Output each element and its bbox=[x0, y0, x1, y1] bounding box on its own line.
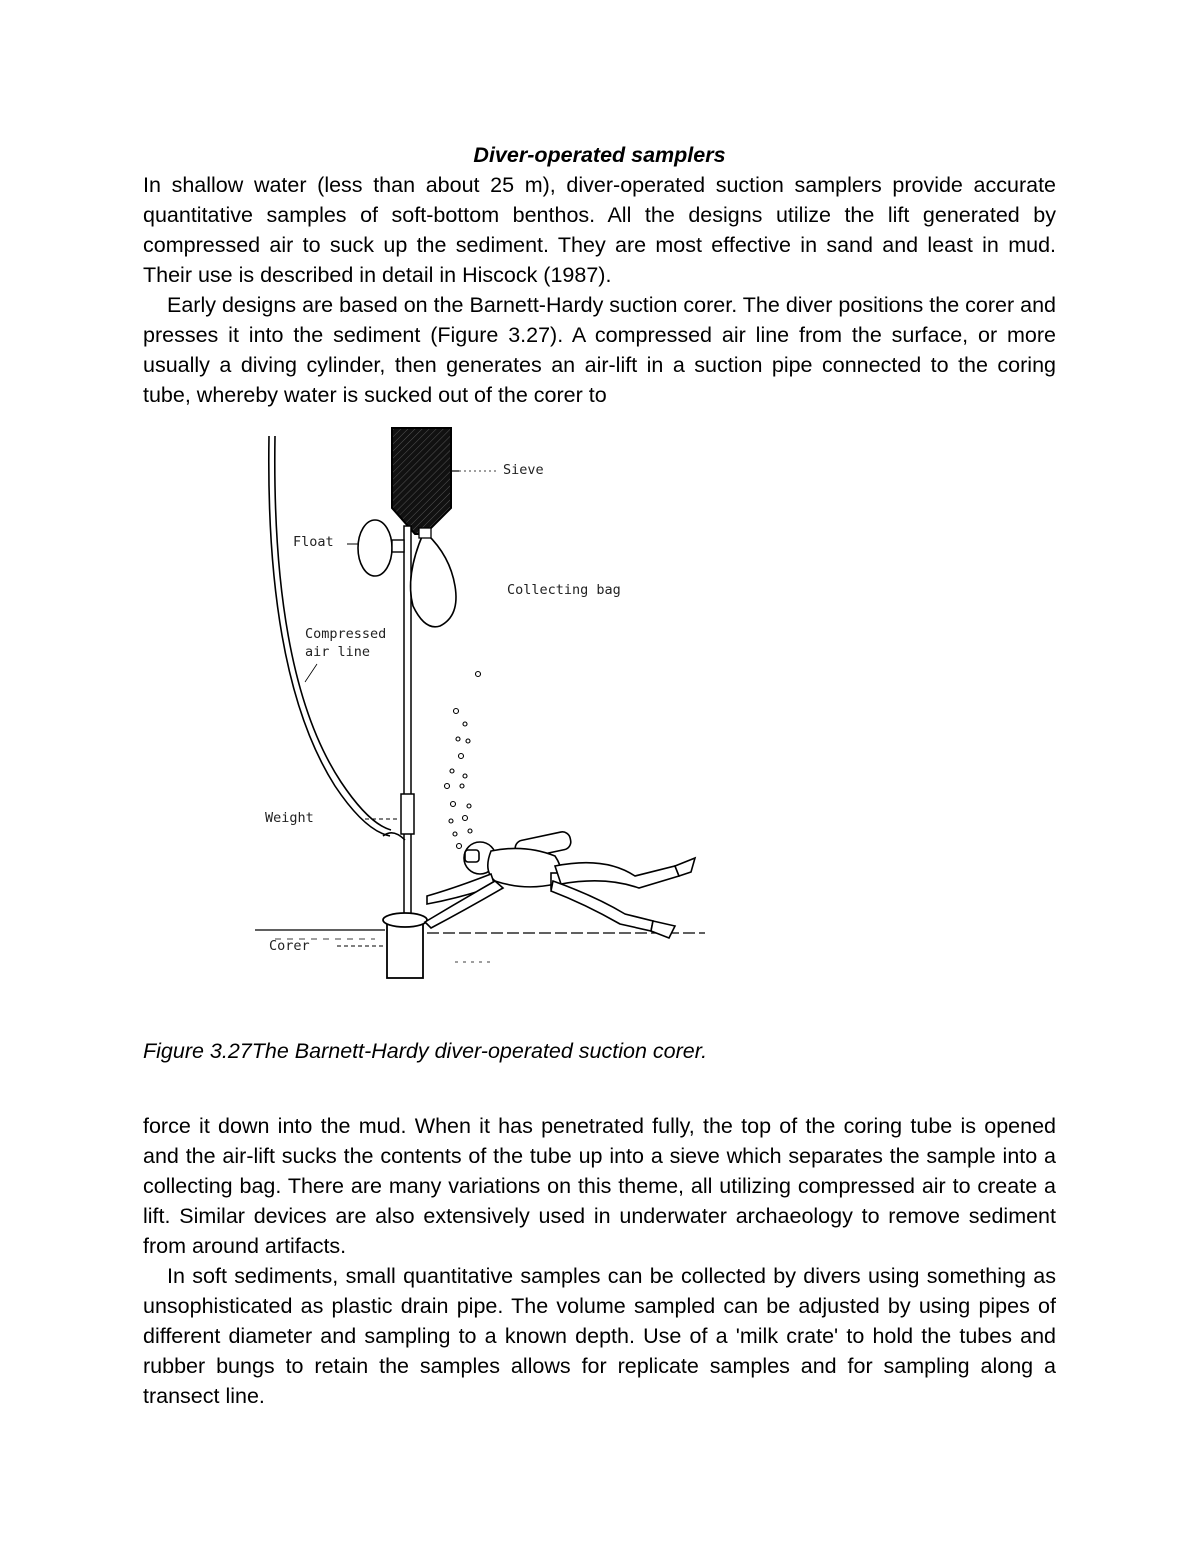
label-weight: Weight bbox=[265, 810, 314, 826]
section-heading: Diver-operated samplers bbox=[473, 143, 726, 167]
caption-spacer bbox=[143, 1066, 1056, 1111]
paragraph-soft-sediments: In soft sediments, small quantitative samples can be collected by divers using something as unsophisticated as plastic drain pipe. The volume sampled can be adjusted by using pipes of different diameter and sampling to a known depth. Use of a 'milk crate' to hold the tubes and rubber bungs to retain the samples allows for replicate samples and for sampling along a transect line. bbox=[143, 1264, 1056, 1408]
sieve-shape bbox=[392, 428, 451, 534]
document-page bbox=[143, 140, 1056, 1411]
weight-shape bbox=[401, 794, 414, 834]
diver-figure bbox=[425, 830, 695, 938]
label-float: Float bbox=[293, 534, 334, 550]
label-collecting-bag: Collecting bag bbox=[507, 582, 621, 598]
figure-caption: Figure 3.27The Barnett-Hardy diver-operated suction corer. bbox=[143, 1039, 708, 1063]
label-air-line: air line bbox=[305, 644, 371, 660]
bubbles bbox=[445, 672, 481, 849]
corer-diagram bbox=[255, 426, 715, 996]
paragraph-early-designs: Early designs are based on the Barnett-Hardy suction corer. The diver positions the corer and presses it into the sediment (Figure 3.27). A compressed air line from the surface, or more usually a diving cylinder, then generates an air-lift in a suction pipe connected to the coring tube, whereby water is sucked out of the corer to bbox=[143, 293, 1056, 407]
corer-shape bbox=[387, 920, 423, 978]
paragraph-intro: In shallow water (less than about 25 m), diver-operated suction samplers provide accurate quantitative samples of soft-bottom benthos. All the designs utilize the lift generated by compressed air to suck up the sediment. They are most effective in sand and least in mud. Their use is described in detail in Hiscock (1987). bbox=[143, 173, 1056, 287]
paragraph-force-down: force it down into the mud. When it has penetrated fully, the top of the coring tube is opened and the air-lift sucks the contents of the tube up into a sieve which separates the sample into a collecting bag. There are many variations on this theme, all utilizing compressed air to create a lift. Similar devices are also extensively used in underwater archaeology to remove sediment from around artifacts. bbox=[143, 1114, 1056, 1258]
float-shape bbox=[358, 520, 392, 576]
collecting-bag-shape bbox=[411, 534, 456, 627]
figure-barnett-hardy-corer bbox=[143, 426, 1056, 1026]
label-corer: Corer bbox=[269, 938, 310, 954]
label-sieve: Sieve bbox=[503, 462, 544, 478]
label-compressed: Compressed bbox=[305, 626, 387, 642]
